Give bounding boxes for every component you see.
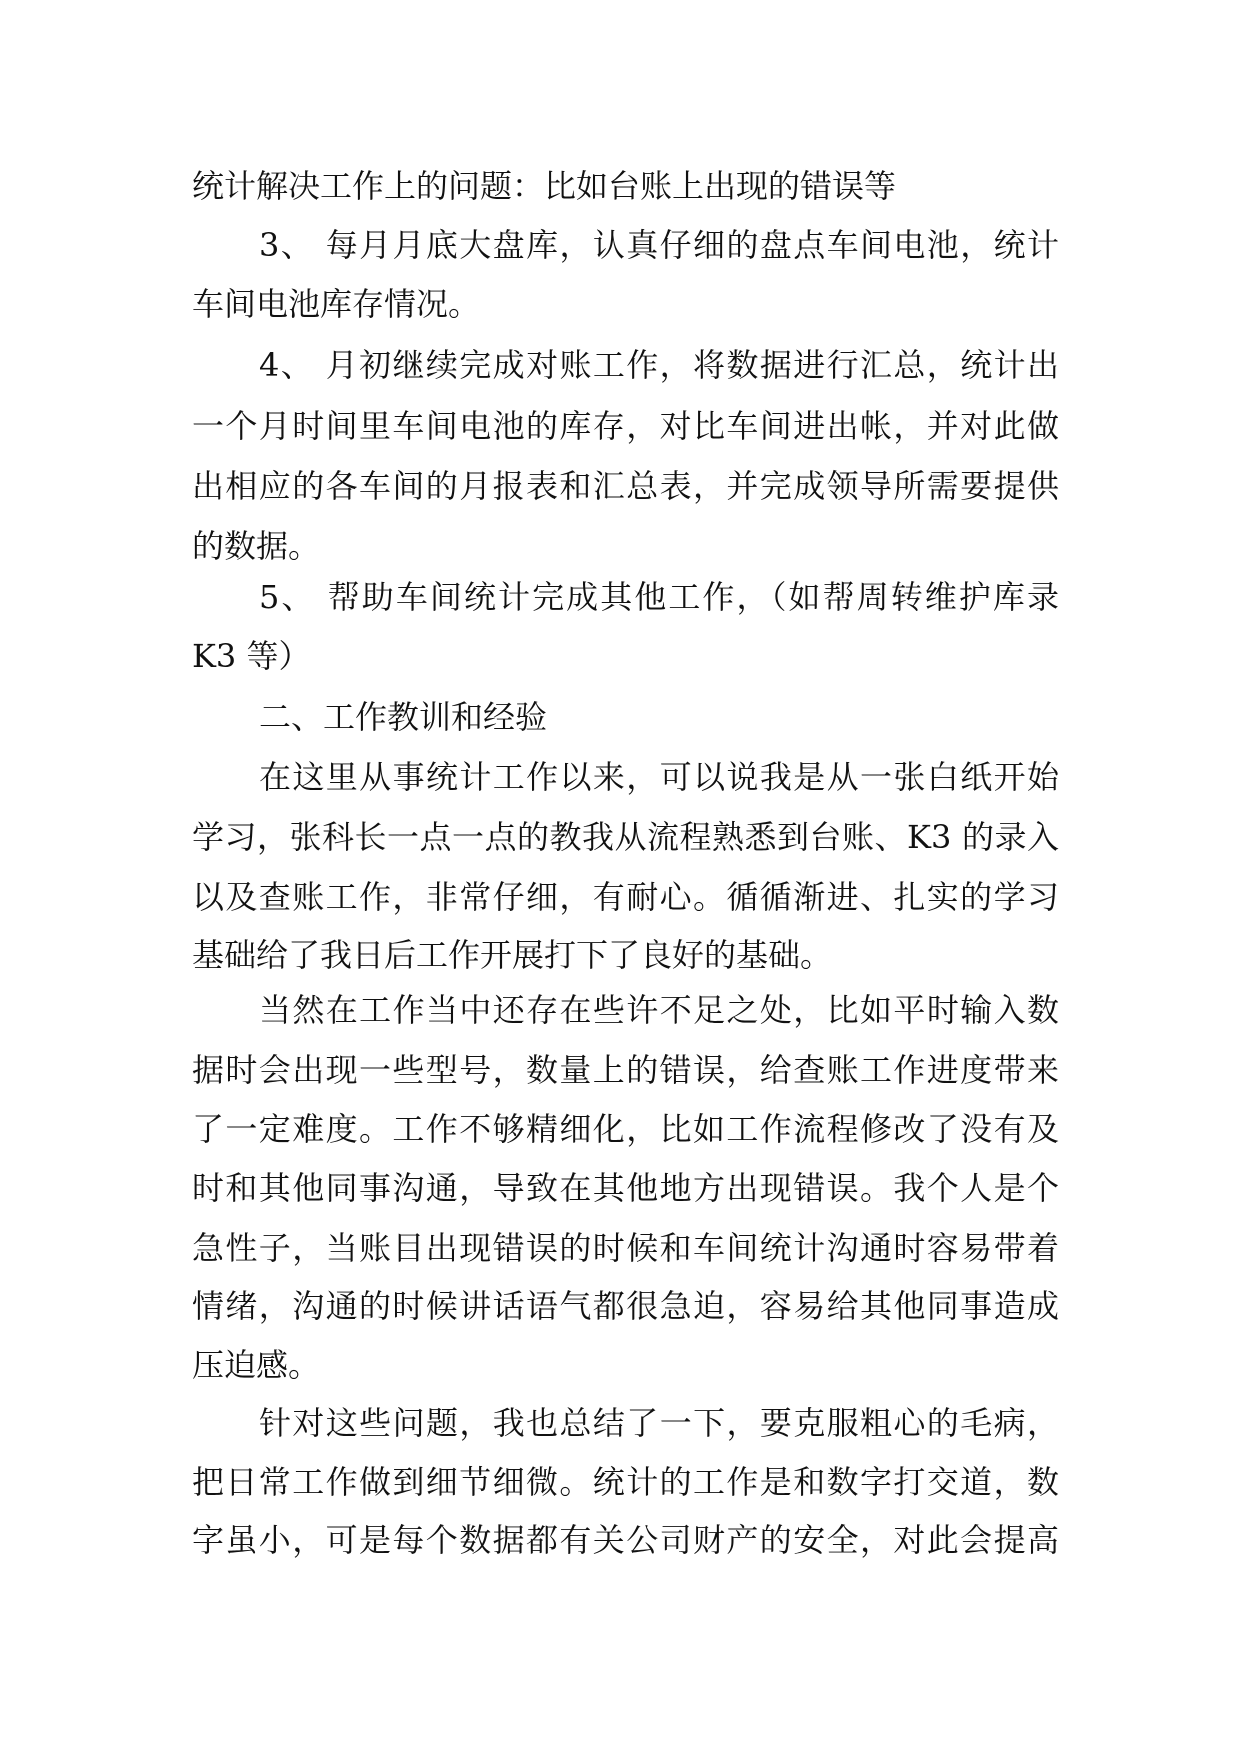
text-line: 的数据。 bbox=[192, 527, 321, 565]
text-line: 当然在工作当中还存在些许不足之处，比如平时输入数 bbox=[259, 991, 1059, 1029]
text-line: 一个月时间里车间电池的库存，对比车间进出帐，并对此做 bbox=[192, 407, 1059, 445]
text-line: 压迫感。 bbox=[192, 1346, 321, 1384]
text-line: 5、 帮助车间统计完成其他工作，（如帮周转维护库录 bbox=[259, 578, 1059, 616]
text-line: 出相应的各车间的月报表和汇总表，并完成领导所需要提供 bbox=[192, 467, 1059, 505]
text-line: 据时会出现一些型号，数量上的错误，给查账工作进度带来 bbox=[192, 1051, 1059, 1089]
text-line: 以及查账工作，非常仔细，有耐心。循循渐进、扎实的学习 bbox=[192, 878, 1059, 916]
text-line: 时和其他同事沟通，导致在其他地方出现错误。我个人是个 bbox=[192, 1169, 1059, 1207]
text-line: 急性子，当账目出现错误的时候和车间统计沟通时容易带着 bbox=[192, 1229, 1059, 1267]
text-line: K3 等） bbox=[192, 637, 311, 675]
text-line: 了一定难度。工作不够精细化，比如工作流程修改了没有及 bbox=[192, 1110, 1059, 1148]
text-line: 车间电池库存情况。 bbox=[192, 285, 481, 323]
text-line: 学习，张科长一点一点的教我从流程熟悉到台账、K3 的录入 bbox=[192, 818, 1059, 856]
text-line: 针对这些问题，我也总结了一下，要克服粗心的毛病， bbox=[259, 1404, 1059, 1442]
text-line: 情绪，沟通的时候讲话语气都很急迫，容易给其他同事造成 bbox=[192, 1287, 1059, 1325]
text-line: 4、 月初继续完成对账工作，将数据进行汇总，统计出 bbox=[259, 346, 1059, 384]
section-heading: 二、工作教训和经验 bbox=[259, 698, 548, 736]
text-line: 在这里从事统计工作以来，可以说我是从一张白纸开始 bbox=[259, 758, 1059, 796]
text-line: 基础给了我日后工作开展打下了良好的基础。 bbox=[192, 936, 833, 974]
text-line: 统计解决工作上的问题：比如台账上出现的错误等 bbox=[192, 167, 897, 205]
text-line: 把日常工作做到细节细微。统计的工作是和数字打交道，数 bbox=[192, 1463, 1059, 1501]
text-line: 字虽小，可是每个数据都有关公司财产的安全，对此会提高 bbox=[192, 1521, 1059, 1559]
text-line: 3、 每月月底大盘库，认真仔细的盘点车间电池，统计 bbox=[259, 226, 1059, 264]
